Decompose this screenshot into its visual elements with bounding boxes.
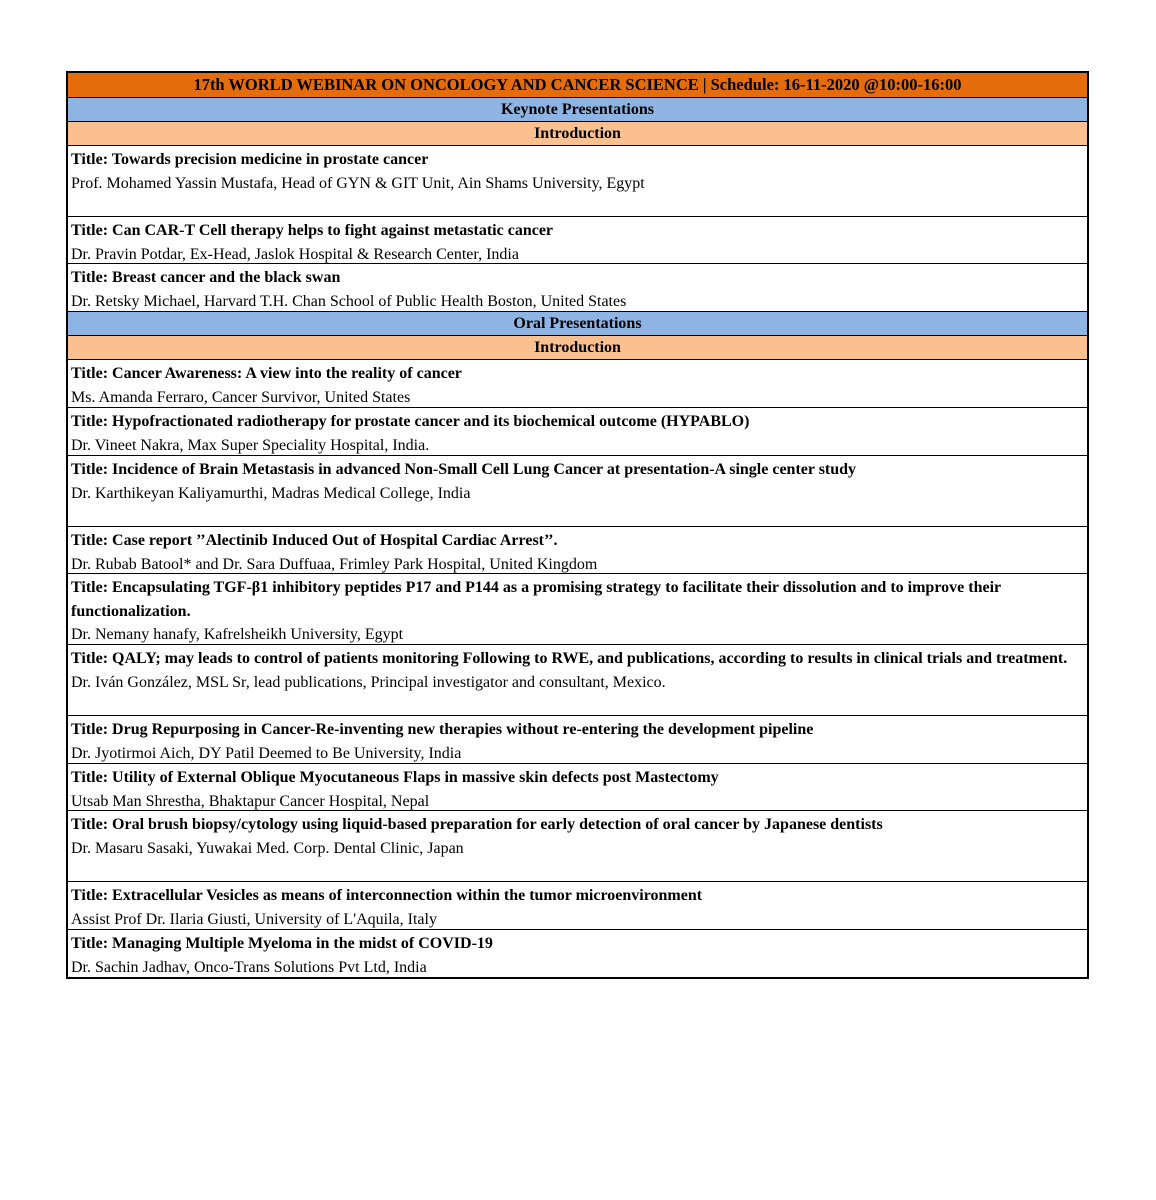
oral-talk	[68, 930, 1087, 977]
talk-title: Title: Incidence of Brain Metastasis in advanced Non-Small Cell Lung Cancer at presentation-A single center study	[71, 461, 857, 478]
talk-speaker: Dr. Masaru Sasaki, Yuwakai Med. Corp. Dental Clinic, Japan	[71, 839, 464, 857]
talk-title: Title: Oral brush biopsy/cytology using liquid-based preparation for early detection of oral cancer by Japanese dentists	[71, 816, 883, 833]
talk-speaker: Dr. Jyotirmoi Aich, DY Patil Deemed to Be University, India	[71, 744, 462, 762]
talk-title: Title: Drug Repurposing in Cancer-Re-inventing new therapies without re-entering the development pipeline	[71, 721, 814, 738]
talk-speaker: Dr. Sachin Jadhav, Onco-Trans Solutions Pvt Ltd, India	[71, 958, 427, 976]
oral-talk	[68, 716, 1087, 764]
talk-speaker: Prof. Mohamed Yassin Mustafa, Head of GYN & GIT Unit, Ain Shams University, Egypt	[71, 174, 645, 192]
oral-talk	[68, 811, 1087, 882]
talk-speaker: Dr. Retsky Michael, Harvard T.H. Chan School of Public Health Boston, United States	[71, 292, 627, 310]
talk-speaker: Utsab Man Shrestha, Bhaktapur Cancer Hospital, Nepal	[71, 792, 430, 810]
talk-title: Title: Can CAR-T Cell therapy helps to fight against metastatic cancer	[71, 222, 554, 239]
talk-title: Title: Case report ’’Alectinib Induced Out of Hospital Cardiac Arrest’’.	[71, 532, 558, 549]
oral-talk	[68, 360, 1087, 408]
oral-talk	[68, 408, 1087, 456]
talk-title: Title: Towards precision medicine in prostate cancer	[71, 151, 429, 168]
talk-title: Title: Utility of External Oblique Myocutaneous Flaps in massive skin defects post Mastectomy	[71, 769, 719, 786]
talk-speaker: Dr. Pravin Potdar, Ex-Head, Jaslok Hospital & Research Center, India	[71, 245, 519, 263]
talk-title: Title: QALY; may leads to control of patients monitoring Following to RWE, and publications, according to results in clinical trials and treatment.	[71, 650, 1068, 667]
talk-title: Title: Extracellular Vesicles as means of interconnection within the tumor microenvironment	[71, 887, 703, 904]
talk-title: Title: Managing Multiple Myeloma in the midst of COVID-19	[71, 935, 493, 952]
talk-speaker: Dr. Karthikeyan Kaliyamurthi, Madras Medical College, India	[71, 484, 471, 502]
oral-talk	[68, 764, 1087, 811]
oral-talk	[68, 645, 1087, 716]
talk-speaker: Assist Prof Dr. Ilaria Giusti, University of L'Aquila, Italy	[71, 910, 437, 928]
talk-speaker: Ms. Amanda Ferraro, Cancer Survivor, United States	[71, 388, 411, 406]
talk-title: Title: Breast cancer and the black swan	[71, 269, 341, 286]
oral-talk	[68, 456, 1087, 527]
talk-speaker: Dr. Iván González, MSL Sr, lead publications, Principal investigator and consultant, Mexico.	[71, 673, 666, 691]
talk-speaker: Dr. Vineet Nakra, Max Super Speciality Hospital, India.	[71, 436, 430, 454]
schedule-table	[66, 71, 1089, 979]
oral-talk	[68, 527, 1087, 574]
keynote-talk	[68, 264, 1087, 312]
talk-title: Title: Cancer Awareness: A view into the reality of cancer	[71, 365, 462, 382]
oral-talk	[68, 882, 1087, 930]
keynote-talk	[68, 217, 1087, 264]
keynote-section-header: Keynote Presentations	[68, 98, 1087, 122]
keynote-introduction: Introduction	[68, 122, 1087, 146]
talk-title: Title: Hypofractionated radiotherapy for prostate cancer and its biochemical outcome (HYPABLO)	[71, 413, 750, 430]
schedule-title: 17th WORLD WEBINAR ON ONCOLOGY AND CANCER SCIENCE | Schedule: 16-11-2020 @10:00-16:00	[68, 73, 1087, 98]
keynote-talk	[68, 146, 1087, 217]
talk-title: Title: Encapsulating TGF-β1 inhibitory peptides P17 and P144 as a promising strategy to facilitate their dissolution and to improve their functionalization.	[71, 579, 1001, 620]
talk-speaker: Dr. Rubab Batool* and Dr. Sara Duffuaa, Frimley Park Hospital, United Kingdom	[71, 555, 598, 573]
oral-introduction: Introduction	[68, 336, 1087, 360]
oral-section-header: Oral Presentations	[68, 312, 1087, 336]
oral-talk	[68, 574, 1087, 645]
talk-speaker: Dr. Nemany hanafy, Kafrelsheikh University, Egypt	[71, 626, 404, 643]
